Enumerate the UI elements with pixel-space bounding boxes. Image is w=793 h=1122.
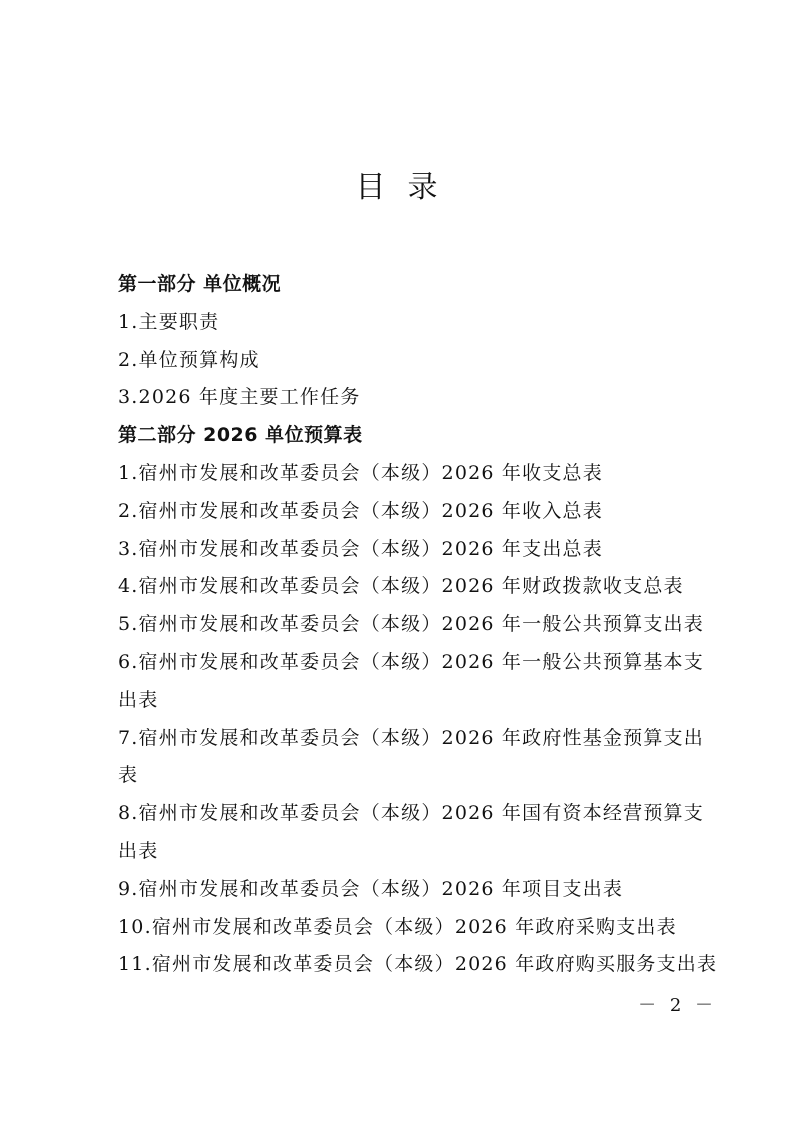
toc-item: 6.宿州市发展和改革委员会（本级）2026 年一般公共预算基本支	[118, 650, 704, 673]
toc-item: 10.宿州市发展和改革委员会（本级）2026 年政府采购支出表	[118, 915, 677, 938]
table-of-contents	[118, 266, 718, 984]
toc-item: 9.宿州市发展和改革委员会（本级）2026 年项目支出表	[118, 877, 624, 900]
toc-item: 2.单位预算构成	[118, 348, 260, 371]
toc-item-continuation: 出表	[118, 688, 159, 711]
toc-item: 3.2026 年度主要工作任务	[118, 386, 361, 409]
page-title: 目录	[355, 170, 460, 205]
toc-item: 3.宿州市发展和改革委员会（本级）2026 年支出总表	[118, 537, 603, 560]
toc-section-heading: 第二部分 2026 单位预算表	[118, 424, 363, 447]
toc-item: 1.主要职责	[118, 310, 220, 333]
toc-item: 1.宿州市发展和改革委员会（本级）2026 年收支总表	[118, 461, 603, 484]
toc-item: 7.宿州市发展和改革委员会（本级）2026 年政府性基金预算支出	[118, 726, 704, 749]
toc-item: 8.宿州市发展和改革委员会（本级）2026 年国有资本经营预算支	[118, 802, 704, 825]
toc-item: 5.宿州市发展和改革委员会（本级）2026 年一般公共预算支出表	[118, 613, 704, 636]
toc-item: 11.宿州市发展和改革委员会（本级）2026 年政府购买服务支出表	[118, 953, 718, 976]
toc-item: 2.宿州市发展和改革委员会（本级）2026 年收入总表	[118, 499, 603, 522]
toc-item-continuation: 出表	[118, 839, 159, 862]
page-number: － 2 －	[638, 995, 717, 1016]
toc-item: 4.宿州市发展和改革委员会（本级）2026 年财政拨款收支总表	[118, 575, 684, 598]
toc-item-continuation: 表	[118, 764, 139, 787]
toc-section-heading: 第一部分 单位概况	[118, 273, 282, 295]
